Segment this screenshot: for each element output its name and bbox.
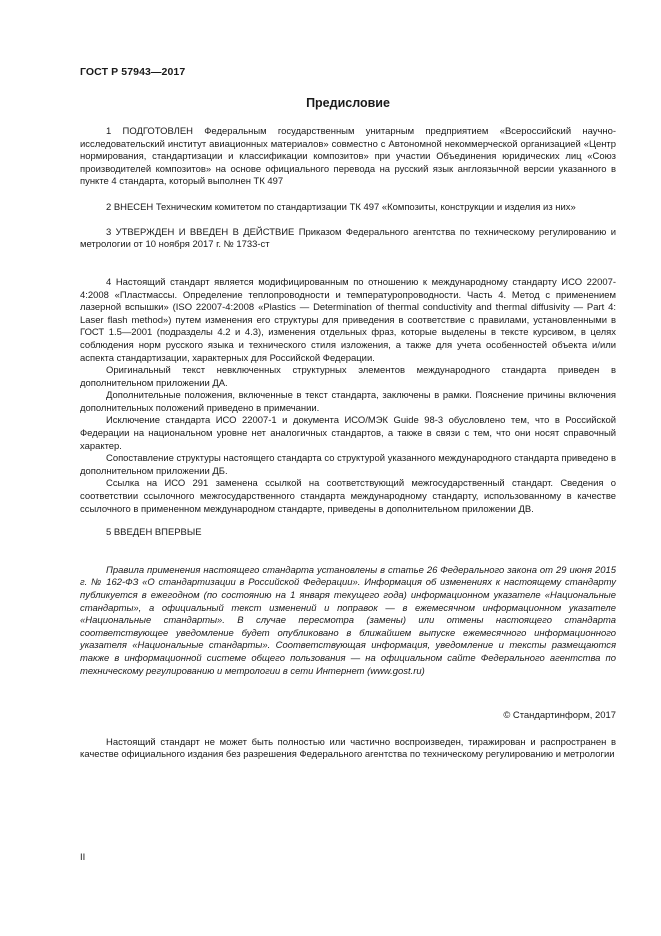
standard-designation: ГОСТ Р 57943—2017 — [80, 66, 186, 78]
section-4-reference-replacement: Ссылка на ИСО 291 заменена ссылкой на соответствующий межгосударственный стандарт. Сведения о соответствии ссылочного межгосударственного стандарта международному стандарту, использованному в качестве ссылочного в примененном международном стандарте, приведены в дополнительном приложении ДВ. — [80, 478, 616, 515]
rules-notice: Правила применения настоящего стандарта установлены в статье 26 Федерального закона от 29 июня 2015 г. № 162-ФЗ «О стандартизации в Российской Федерации». Информация об изменениях к настоящему стандарту публикуется в ежегодном (по состоянию на 1 января текущего года) информационном указателе «Национальные стандарты», а официальный текст изменений и поправок — в ежемесячном информационном указателе «Национальные стандарты». В случае пересмотра (замены) или отмены настоящего стандарта соответствующее уведомление будет опубликовано в ближайшем выпуске ежемесячного информационного указателя «Национальные стандарты». Соответствующая информация, уведомление и тексты размещаются также в информационной системе общего пользования — на официальном сайте Федерального агентства по техническому регулированию и метрологии в сети Интернет (www.gost.ru) — [80, 564, 616, 677]
copyright: © Стандартинформ, 2017 — [503, 710, 616, 722]
section-4-annex-da: Оригинальный текст невключенных структурных элементов международного стандарта приведен в дополнительном приложении ДА. — [80, 365, 616, 389]
section-4-modification: 4 Настоящий стандарт является модифицированным по отношению к международному стандарту ИСО 22007-4:2008 «Пластмассы. Определение теплопроводности и температуропроводности. Часть 4. Метод с применением лазерной вспышки» (ISO 22007-4:2008 «Plastics — Determination of thermal conductivity and thermal diffusivity — Part 4: Laser flash method») путем изменения его структуры для приведения в соответствие с правилами, установленными в ГОСТ 1.5—2001 (подразделы 4.2 и 4.3), изменения отдельных фраз, которые выделены в тексте курсивом, в целях соблюдения норм русского языка и технического стиля изложения, а также для учета особенностей объекта и/или аспекта стандартизации, характерных для Российской Федерации. — [80, 276, 616, 364]
section-2-submitted: 2 ВНЕСЕН Техническим комитетом по стандартизации ТК 497 «Композиты, конструкции и изделия из них» — [106, 201, 576, 213]
section-1-prepared: 1 ПОДГОТОВЛЕН Федеральным государственным унитарным предприятием «Всероссийский научно-исследовательский институт авиационных материалов» совместно с Автономной некоммерческой организацией «Центр нормирования, стандартизации и классификации композитов» при участии Объединения юридических лиц «Союз производителей композитов» на основе официального перевода на русский язык англоязычной версии указанного в пункте 4 стандарта, который выполнен ТК 497 — [80, 126, 616, 188]
page-title: Предисловие — [306, 96, 390, 110]
page-number: II — [80, 852, 86, 863]
section-5-introduced: 5 ВВЕДЕН ВПЕРВЫЕ — [106, 527, 202, 539]
section-4-structure-comparison: Сопоставление структуры настоящего стандарта со структурой указанного международного стандарта приведено в дополнительном приложении ДБ. — [80, 453, 616, 477]
reproduction-notice: Настоящий стандарт не может быть полностью или частично воспроизведен, тиражирован и распространен в качестве официального издания без разрешения Федерального агентства по техническому регулированию и метрологии — [80, 736, 616, 761]
preface-body — [80, 126, 616, 762]
section-3-approved: 3 УТВЕРЖДЕН И ВВЕДЕН В ДЕЙСТВИЕ Приказом Федерального агентства по техническому регулированию и метрологии от 10 ноября 2017 г. № 1733-ст — [80, 226, 616, 251]
section-4-additional-provisions: Дополнительные положения, включенные в текст стандарта, заключены в рамки. Пояснение причины включения дополнительных положений приведено в примечании. — [80, 390, 616, 414]
section-4-exclusion: Исключение стандарта ИСО 22007-1 и документа ИСО/МЭК Guide 98-3 обусловлено тем, что в Российской Федерации на национальном уровне нет аналогичных стандартов, а также в связи с тем, что они носят справочный характер. — [80, 415, 616, 452]
